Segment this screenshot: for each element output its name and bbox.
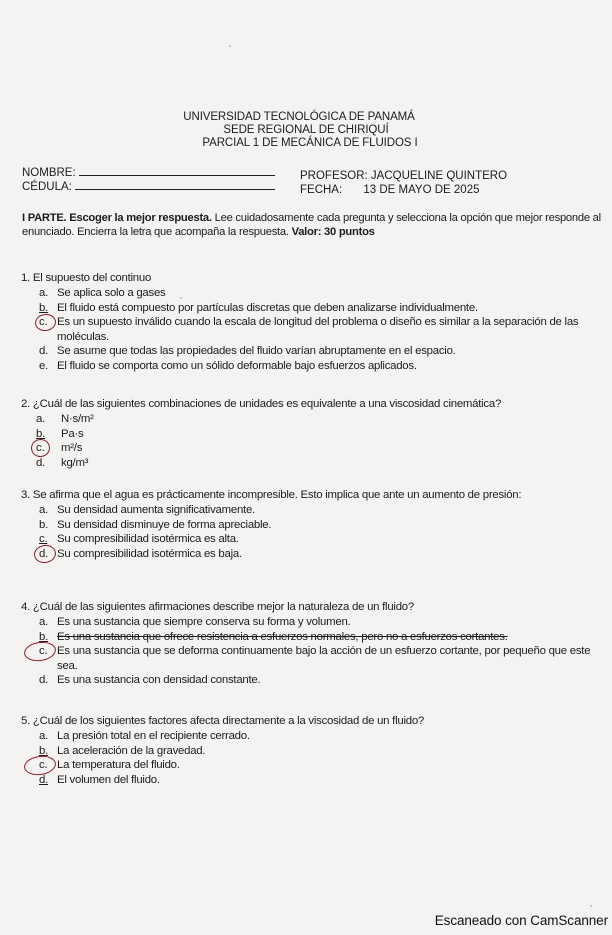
option-text: Es una sustancia que siempre conserva su forma y volumen.: [57, 616, 351, 628]
option-letter: b.: [39, 630, 48, 643]
option-text: Es una sustancia que ofrece resistencia a esfuerzos normales, pero no a esfuerzos cortantes.: [57, 630, 508, 643]
option-letter: c.: [39, 645, 48, 658]
professor: PROFESOR: JACQUELINE QUINTERO: [300, 170, 508, 182]
option-text: El fluido se comporta como un sólido deformable bajo esfuerzos aplicados.: [57, 359, 417, 372]
option-text: Es una sustancia con densidad constante.: [57, 674, 261, 687]
question-stem: [21, 600, 606, 615]
option-text: Su compresibilidad isotérmica es baja.: [57, 547, 242, 560]
option-text: Su compresibilidad isotérmica es alta.: [57, 533, 239, 546]
option-text: Su densidad disminuye de forma apreciable.: [57, 518, 272, 531]
scan-speck: [590, 905, 592, 907]
id-label: CÉDULA:: [22, 181, 72, 193]
option-text: kg/m³: [61, 456, 89, 469]
question-stem: [21, 271, 606, 286]
option-letter: c.: [36, 442, 45, 455]
option-letter: a.: [39, 616, 48, 628]
option-text: Es un supuesto inválido cuando la escala de longitud del problema o diseño es similar a la separación de las moléculas.: [57, 316, 579, 343]
option-text: Es una sustancia que se deforma continuamente bajo la acción de un esfuerzo cortante, por pequeño que este sea.: [57, 645, 591, 672]
question-stem: [21, 397, 606, 412]
question-2: [21, 397, 606, 470]
option-text: Pa·s: [61, 427, 84, 440]
option-letter: a.: [39, 504, 48, 516]
option-letter: e.: [39, 359, 48, 372]
answer-circle: [23, 640, 57, 663]
option-letter: d.: [36, 456, 45, 469]
option-c-selected[interactable]: [21, 644, 606, 673]
option-d[interactable]: [21, 456, 606, 471]
option-letter: b.: [36, 427, 45, 440]
option-text: El volumen del fluido.: [57, 773, 160, 786]
question-text: ¿Cuál de las siguientes afirmaciones describe mejor la naturaleza de un fluido?: [32, 601, 414, 613]
option-c-selected[interactable]: [21, 315, 606, 344]
question-number: 1.: [21, 272, 30, 284]
question-4: [21, 600, 606, 688]
option-a[interactable]: [21, 412, 606, 427]
part-label: I PARTE.: [22, 212, 67, 224]
instructions-value: Valor: 30 puntos: [291, 226, 375, 238]
name-label: NOMBRE:: [22, 167, 76, 179]
option-letter: d.: [39, 674, 48, 687]
option-b-struck[interactable]: [21, 630, 606, 645]
option-text: N·s/m²: [61, 413, 94, 425]
question-number: 5.: [21, 715, 30, 727]
option-letter: a.: [39, 287, 48, 299]
question-1: [21, 271, 606, 374]
option-text: La presión total en el recipiente cerrado.: [57, 730, 250, 742]
campus-name: SEDE REGIONAL DE CHIRIQUÍ: [223, 124, 389, 136]
option-letter: b.: [39, 518, 48, 531]
option-letter: d.: [39, 345, 48, 358]
option-a[interactable]: [21, 729, 606, 744]
option-a[interactable]: [21, 286, 606, 301]
option-text: Su densidad aumenta significativamente.: [57, 504, 255, 516]
option-d[interactable]: [21, 344, 606, 359]
option-e[interactable]: [21, 359, 606, 374]
option-letter: a.: [36, 413, 45, 425]
instructions-body: Lee cuidadosamente cada pregunta y selecciona la opción que mejor responde al enunciado. Encierra la letra que acompaña la respuesta.: [22, 212, 601, 238]
option-b[interactable]: [21, 427, 606, 442]
option-d-selected[interactable]: [21, 547, 606, 562]
option-b[interactable]: [21, 301, 606, 316]
option-a[interactable]: [21, 615, 606, 630]
option-letter: b.: [39, 301, 48, 314]
date-line: [300, 184, 480, 196]
question-stem: [21, 488, 606, 503]
option-letter: c.: [39, 316, 48, 329]
instructions-heading: Escoger la mejor respuesta.: [69, 212, 212, 224]
option-letter: c.: [39, 759, 48, 772]
option-text: El fluido está compuesto por partículas discretas que deben analizarse individualmente.: [57, 301, 478, 314]
camscanner-watermark: Escaneado con CamScanner: [434, 913, 608, 928]
question-text: El supuesto del continuo: [32, 272, 152, 284]
option-text: La aceleración de la gravedad.: [57, 744, 206, 757]
option-a[interactable]: [21, 503, 606, 518]
option-letter: c.: [39, 533, 48, 546]
id-blank: [75, 180, 275, 190]
question-text: ¿Cuál de las siguientes combinaciones de unidades es equivalente a una viscosidad cinemática?: [32, 398, 502, 410]
option-c-selected[interactable]: [21, 758, 606, 773]
option-b[interactable]: [21, 744, 606, 759]
question-5: [21, 714, 606, 787]
option-d[interactable]: [21, 673, 606, 688]
university-name: UNIVERSIDAD TECNOLÓGICA DE PANAMÁ: [183, 111, 415, 123]
option-letter: d.: [39, 773, 48, 786]
question-3: [21, 488, 606, 561]
question-stem: [21, 714, 606, 729]
question-text: Se afirma que el agua es prácticamente incompresible. Esto implica que ante un aumento de presión:: [32, 489, 522, 501]
scan-speck: [229, 45, 231, 47]
instructions: [22, 211, 607, 239]
option-text: La temperatura del fluido.: [57, 759, 180, 772]
question-number: 3.: [21, 489, 30, 501]
option-c[interactable]: [21, 532, 606, 547]
option-letter: d.: [39, 547, 48, 560]
option-letter: a.: [39, 730, 48, 742]
option-text: Se asume que todas las propiedades del fluido varían abruptamente en el espacio.: [57, 345, 456, 358]
scan-speck: [180, 297, 182, 299]
date-label: FECHA:: [300, 184, 343, 196]
name-line: [22, 166, 275, 179]
option-d[interactable]: [21, 773, 606, 788]
option-text: m²/s: [61, 442, 83, 455]
exam-header: [0, 111, 612, 150]
option-b[interactable]: [21, 518, 606, 533]
exam-title: PARCIAL 1 DE MECÁNICA DE FLUIDOS I: [202, 137, 418, 149]
answer-circle: [34, 313, 57, 333]
date-value: 13 DE MAYO DE 2025: [363, 184, 480, 196]
answer-circle: [33, 543, 57, 564]
question-number: 4.: [21, 601, 30, 613]
question-number: 2.: [21, 398, 30, 410]
option-c-selected[interactable]: [21, 441, 606, 456]
option-text: Se aplica solo a gases: [57, 287, 166, 299]
question-text: ¿Cuál de los siguientes factores afecta directamente a la viscosidad de un fluido?: [32, 715, 424, 727]
option-letter: b.: [39, 744, 48, 757]
id-line: [22, 180, 275, 193]
name-blank: [79, 166, 275, 176]
